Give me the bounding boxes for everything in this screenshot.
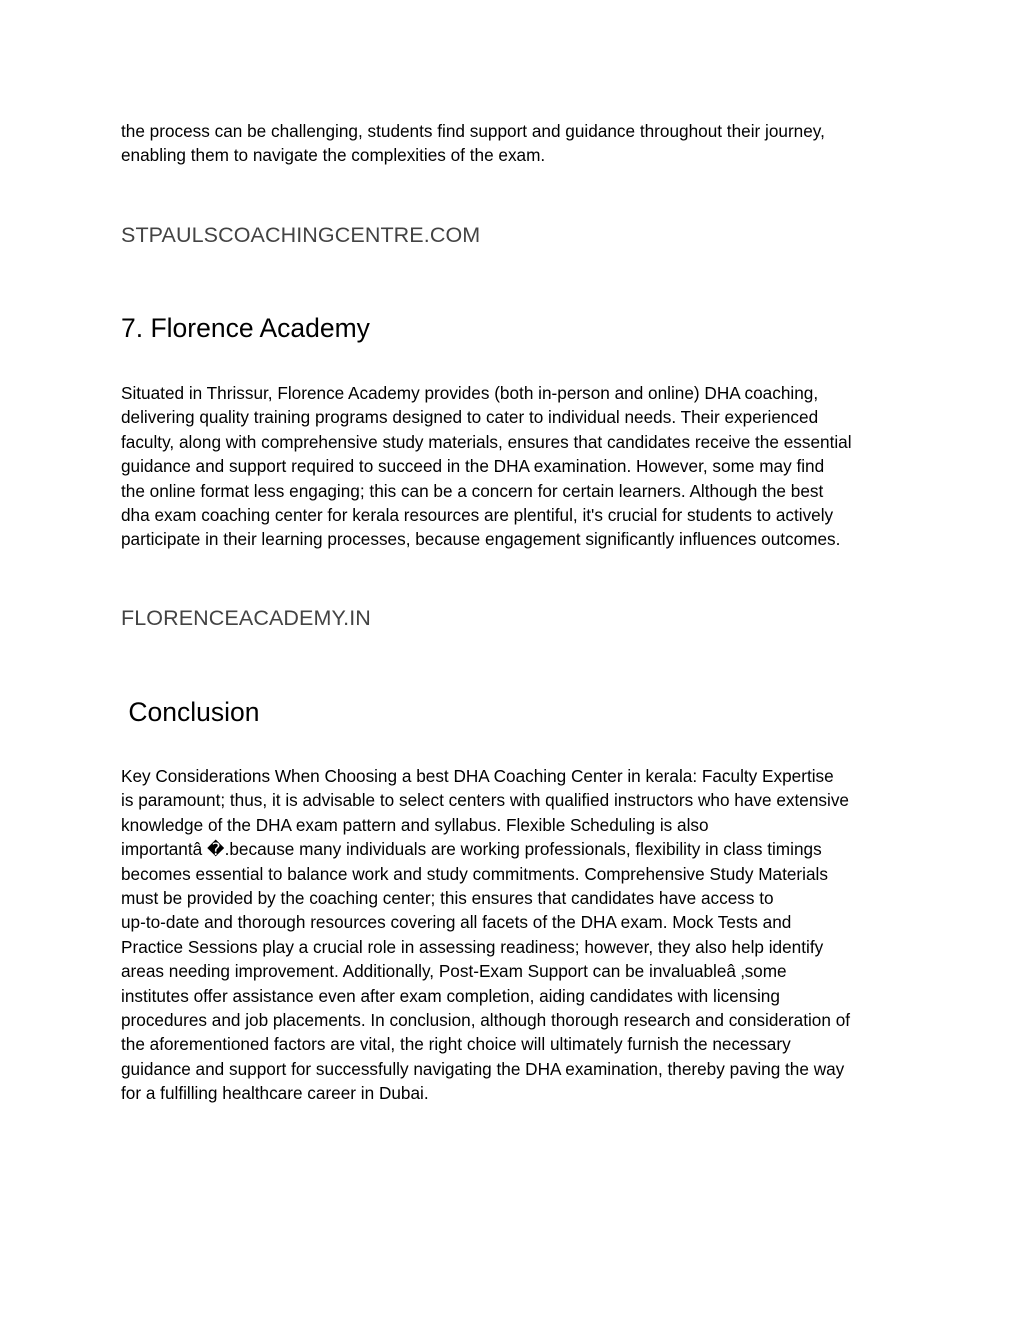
florence-academy-paragraph [121,381,911,552]
paragraph-line: enabling them to navigate the complexities of the exam. [121,145,546,166]
paragraph-line: institutes offer assistance even after exam completion, aiding candidates with licensing [121,985,780,1006]
paragraph-line: Key Considerations When Choosing a best DHA Coaching Center in kerala: Faculty Expertise [121,766,834,786]
stpauls-website-heading: STPAULSCOACHINGCENTRE.COM [121,223,481,247]
paragraph-line: importantâ �.because many individuals are working professionals, flexibility in class timings [121,839,822,860]
paragraph-line: knowledge of the DHA exam pattern and syllabus. Flexible Scheduling is also [121,814,709,835]
conclusion-heading: Conclusion [121,697,260,727]
paragraph-line: the process can be challenging, students find support and guidance throughout their journey, [121,121,825,141]
florence-website-heading: FLORENCEACADEMY.IN [121,606,371,630]
paragraph-line: for a fulfilling healthcare career in Dubai. [121,1083,429,1104]
paragraph-line: procedures and job placements. In conclusion, although thorough research and consideration of [121,1010,851,1031]
conclusion-paragraph [121,764,911,1106]
paragraph-line: Situated in Thrissur, Florence Academy provides (both in-person and online) DHA coaching, [121,383,819,403]
paragraph-line: faculty, along with comprehensive study materials, ensures that candidates receive the essential [121,431,852,452]
paragraph-line: guidance and support for successfully navigating the DHA examination, thereby paving the way [121,1058,845,1079]
paragraph-line: Practice Sessions play a crucial role in assessing readiness; however, they also help identify [121,936,824,957]
paragraph-line: areas needing improvement. Additionally, Post-Exam Support can be invaluableâ ‚some [121,961,787,982]
paragraph-line: the online format less engaging; this can be a concern for certain learners. Although the best [121,480,824,501]
paragraph-line: becomes essential to balance work and study commitments. Comprehensive Study Materials [121,863,828,884]
paragraph-line: the aforementioned factors are vital, the right choice will ultimately furnish the necessary [121,1034,791,1055]
paragraph-line: participate in their learning processes, because engagement significantly influences outcomes. [121,529,841,550]
florence-academy-heading: 7. Florence Academy [121,313,370,343]
paragraph-line: is paramount; thus, it is advisable to select centers with qualified instructors who have extensive [121,790,849,811]
paragraph-line: must be provided by the coaching center; this ensures that candidates have access to [121,888,774,909]
paragraph-line: delivering quality training programs designed to cater to individual needs. Their experienced [121,407,819,428]
intro-paragraph [121,119,911,168]
paragraph-line: guidance and support required to succeed in the DHA examination. However, some may find [121,456,825,477]
paragraph-line: up-to-date and thorough resources covering all facets of the DHA exam. Mock Tests and [121,912,792,933]
paragraph-line: dha exam coaching center for kerala resources are plentiful, it's crucial for students to actively [121,505,834,526]
